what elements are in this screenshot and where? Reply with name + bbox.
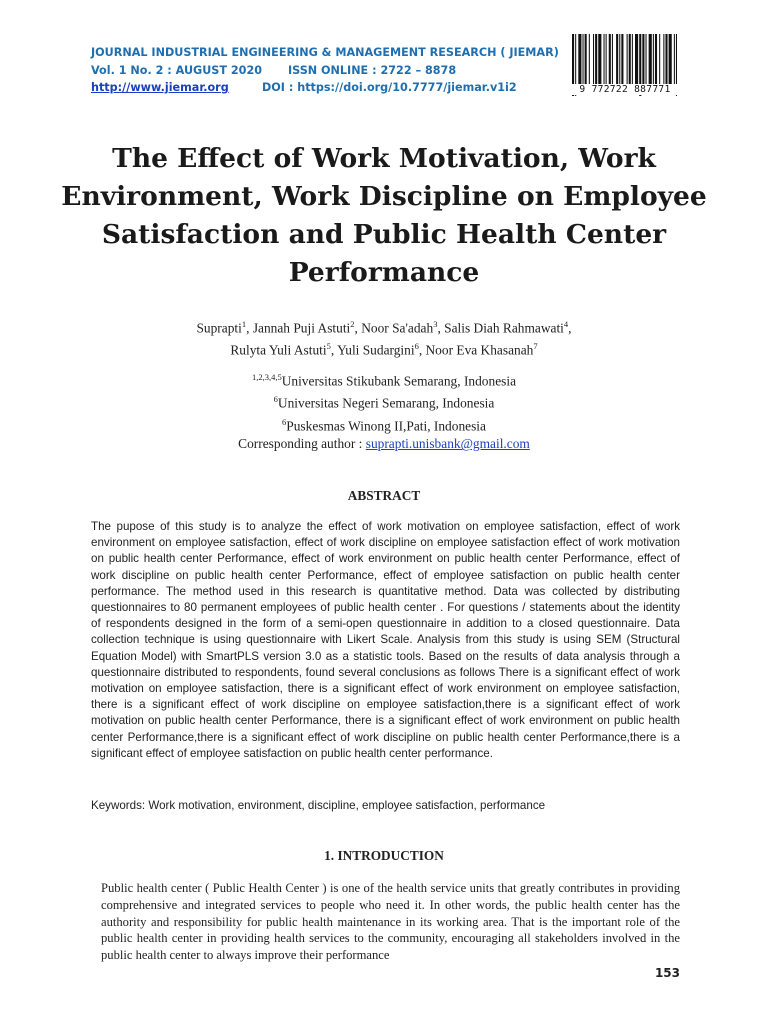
author-line bbox=[60, 315, 708, 337]
barcode-bar bbox=[674, 34, 675, 86]
author-name: Rulyta Yuli Astuti bbox=[230, 342, 327, 358]
corresponding-email-link[interactable]: suprapti.unisbank@gmail.com bbox=[365, 436, 530, 452]
journal-header bbox=[91, 44, 561, 97]
author-name: Suprapti bbox=[196, 320, 242, 336]
corresponding-label: Corresponding author : bbox=[238, 436, 366, 452]
author-name: Noor Eva Khasanah bbox=[425, 342, 534, 358]
journal-name: JOURNAL INDUSTRIAL ENGINEERING & MANAGEMENT RESEARCH ( JIEMAR) bbox=[91, 46, 559, 59]
introduction-heading: 1. INTRODUCTION bbox=[324, 848, 444, 863]
author-sep: , bbox=[418, 342, 426, 358]
journal-link-row bbox=[91, 79, 561, 97]
author-sup: 7 bbox=[533, 341, 538, 352]
affiliation-sup: 1,2,3,4,5 bbox=[251, 372, 282, 382]
author-sup: 4 bbox=[563, 319, 569, 329]
journal-doi: DOI : https://doi.org/10.7777/jiemar.v1i2 bbox=[262, 81, 517, 94]
barcode-bar bbox=[655, 34, 657, 86]
barcode-bar bbox=[616, 34, 618, 86]
author-list bbox=[60, 315, 708, 360]
journal-volume: Vol. 1 No. 2 : AUGUST 2020 bbox=[91, 63, 263, 77]
barcode-bar bbox=[659, 34, 660, 86]
author-name: Yuli Sudargini bbox=[337, 342, 415, 358]
page-number: 153 bbox=[654, 966, 680, 980]
barcode-bar bbox=[604, 34, 605, 86]
barcode-bar bbox=[595, 34, 597, 86]
affiliation-item bbox=[60, 413, 708, 435]
introduction-body: Public health center ( Public Health Center ) is one of the health service units that greatly contributes in providing comprehensive and integrated services to people who need it. In other words, the public health center has the authority and responsibility for public health maintenance in its working area. That is the important role of the public health center in providing health services to the community, encouraging all stakeholders involved in the public health center to always improve their performance bbox=[101, 881, 680, 963]
barcode-bar bbox=[585, 34, 587, 86]
barcode-bar bbox=[609, 34, 611, 86]
author-line bbox=[60, 337, 708, 359]
journal-name-row bbox=[91, 44, 561, 62]
affiliation-text: Universitas Stikubank Semarang, Indonesia bbox=[281, 373, 517, 389]
author-name: Jannah Puji Astuti bbox=[252, 320, 351, 336]
barcode-bar bbox=[589, 34, 590, 86]
affiliation-sup: 6 bbox=[273, 394, 278, 405]
affiliation-item bbox=[60, 368, 708, 390]
journal-volume-row bbox=[91, 62, 561, 80]
corresponding-author bbox=[60, 435, 708, 453]
author-sep: , bbox=[568, 320, 572, 336]
barcode-bar bbox=[621, 34, 623, 86]
barcode-bar bbox=[583, 34, 584, 86]
barcode-bar bbox=[629, 34, 631, 86]
barcode-bar bbox=[669, 34, 672, 86]
journal-issn: ISSN ONLINE : 2722 – 8878 bbox=[288, 63, 457, 77]
barcode-bar bbox=[649, 34, 652, 86]
affiliation-item bbox=[60, 390, 708, 412]
barcode-bar bbox=[646, 34, 647, 86]
author-sep: , bbox=[246, 320, 253, 336]
barcode-bar bbox=[635, 34, 638, 86]
affiliation-list bbox=[60, 368, 708, 453]
author-sup: 3 bbox=[433, 319, 438, 329]
author-sup: 6 bbox=[414, 341, 419, 352]
journal-url-link[interactable]: http://www.jiemar.org bbox=[91, 81, 229, 94]
keywords: Keywords: Work motivation, environment, discipline, employee satisfaction, performance bbox=[91, 799, 546, 812]
barcode-bar bbox=[665, 34, 667, 86]
abstract-body: The pupose of this study is to analyze the effect of work motivation on employee satisfaction, effect of work environment on employee satisfaction, effect of work discipline on employee satisfaction effect of work motivation on public health center Performance, effect of work environment on public health center Performance, effect of work discipline on public health center Performance, effect of employee satisfaction on public health center performance. The method used in this research is quantitative method. Data was collected by distributing questionnaires to 80 permanent employees of public health center . For questions / statements about the identity of respondents designed in the form of a semi-open questionnaire in addition to a closed questionnaire. Data collection technique is using questionnaire with Likert Scale. Analysis from this study is using SEM (Structural Equation Model) with SmartPLS version 3.0 as a statistic tools. Based on the results of data analysis through a questionnaire distributed to respondents, found several conclusions as follows There is a significant effect of work motivation on employee satisfaction, there is a significant effect of work environment on employee satisfaction, there is a significant effect of work discipline on employee satisfaction,there is a significant effect of work motivation on public health center Performance, there is a significant effect of work environment on public health center Performance,there is a significant effect of work discipline on public health center Performance,there is a significant effect of employee satisfaction on public health center performance. bbox=[91, 520, 680, 760]
abstract-heading: ABSTRACT bbox=[347, 488, 421, 503]
paper-title: The Effect of Work Motivation, Work Environment, Work Discipline on Employee Satisfaction and Public Health Center Performance bbox=[61, 143, 707, 288]
affiliation-sup: 6 bbox=[282, 416, 287, 427]
barcode-digits: 9 772722 887771 bbox=[570, 84, 680, 95]
author-sep: , bbox=[330, 342, 338, 358]
author-name: Noor Sa'adah bbox=[361, 320, 434, 336]
affiliation-text: Universitas Negeri Semarang, Indonesia bbox=[277, 395, 495, 411]
author-sup: 1 bbox=[241, 319, 247, 329]
barcode-bar bbox=[653, 34, 654, 86]
barcode-bar bbox=[593, 34, 594, 86]
author-sup: 2 bbox=[350, 319, 355, 329]
barcode-bar bbox=[627, 34, 628, 86]
author-sep: , bbox=[437, 320, 445, 336]
barcode-bar bbox=[598, 34, 601, 86]
barcode-bar bbox=[606, 34, 607, 86]
affiliation-text: Puskesmas Winong II,Pati, Indonesia bbox=[286, 418, 486, 434]
barcode-bar bbox=[663, 34, 664, 86]
author-sep: , bbox=[354, 320, 362, 336]
author-name: Salis Diah Rahmawati bbox=[444, 320, 564, 336]
barcode-bar bbox=[578, 34, 581, 86]
author-sup: 5 bbox=[326, 341, 331, 352]
barcode-bar bbox=[632, 34, 633, 86]
barcode-bar bbox=[642, 34, 644, 86]
barcode-bar bbox=[619, 34, 620, 86]
barcode-bar bbox=[612, 34, 613, 86]
